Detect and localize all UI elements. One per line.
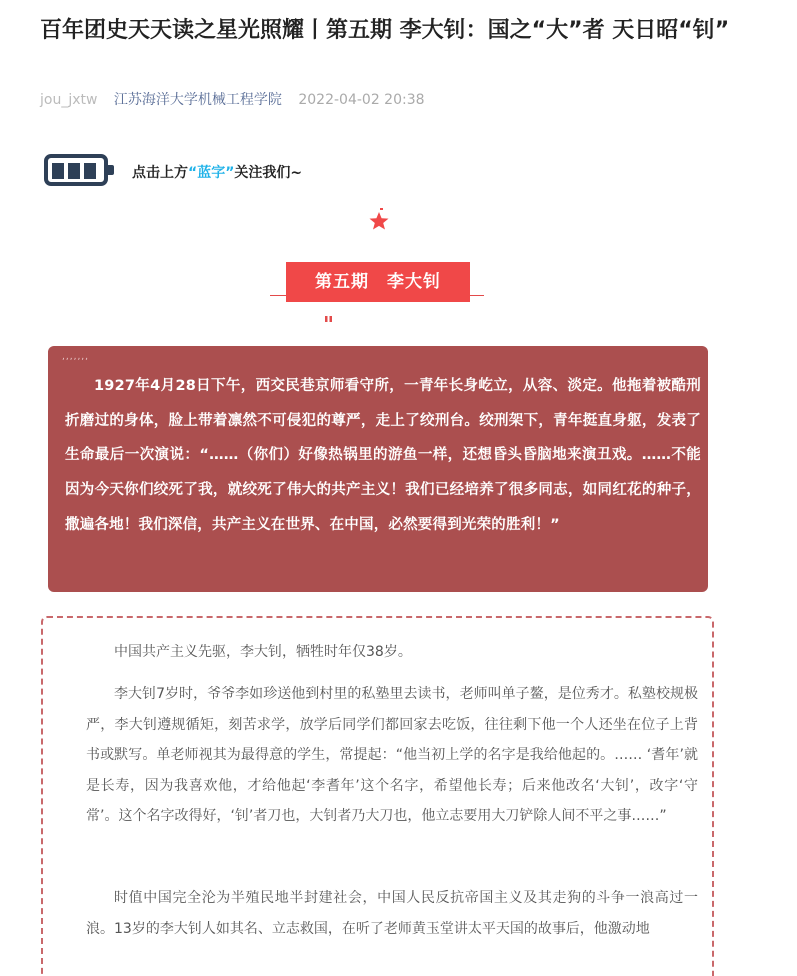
follow-text [132,162,302,182]
follow-highlight: “蓝字” [188,165,235,181]
article-title: 百年团史天天读之星光照耀丨第五期 李大钊：国之“大”者 天日昭“钊” [40,18,730,43]
paragraph-1: 中国共产主义先驱，李大钊，牺牲时年仅38岁。 [114,644,412,660]
quote-text: 1927年4月28日下午，西交民巷京师看守所，一青年长身屹立，从容、淡定。他拖着被酷刑折磨过的身体，脸上带着凛然不可侵犯的尊严，走上了绞刑台。绞刑架下，青年挺直身躯，发表了生命最后一次演说：“……（你们）好像热锅里的游鱼一样，还想昏头昏脑地来演丑戏。……不能因为今天你们绞死了我，就绞死了伟大的共产主义！我们已经培养了很多同志，如同红花的种子，撒遍各地！我们深信，共产主义在世界、在中国，必然要得到光荣的胜利！” [65,378,701,533]
paragraph-2: 李大钊7岁时，爷爷李如珍送他到村里的私塾里去读书，老师叫单子鳌，是位秀才。私塾校规极严，李大钊遵规循矩，刻苦求学，放学后同学们都回家去吃饭，往往剩下他一个人还坐在位子上背书或默写。单老师视其为最得意的学生，常提起：“他当初上学的名字是我给他起的。…… ‘耆年’就是长寿，因为我喜欢他，才给他起‘李耆年’这个名字，希望他长寿；后来他改名‘大钊’，改字‘守常’。这个名字改得好，‘钊’者刀也，大钊者乃大刀也，他立志要用大刀铲除人间不平之事……” [86,686,698,824]
account-name-link[interactable]: 江苏海洋大学机械工程学院 [113,92,282,108]
follow-suffix: 关注我们~ [234,165,303,181]
decorative-dots: ,,,,,,, [62,352,90,362]
article-body [41,616,714,976]
quote-box [48,346,708,592]
paragraph-3: 时值中国完全沦为半殖民地半封建社会，中国人民反抗帝国主义及其走狗的斗争一浪高过一浪。13岁的李大钊人如其名、立志救国，在听了老师黄玉堂讲太平天国的故事后，他激动地 [86,890,698,937]
account-id: jou_jxtw [40,92,98,108]
quote-mark-icon [325,315,333,323]
publish-date: 2022-04-02 20:38 [298,92,425,108]
battery-tip [108,165,114,175]
follow-prefix: 点击上方 [132,165,188,181]
section-badge: 第五期 李大钊 [286,262,470,302]
article-meta [40,90,425,110]
star-icon [368,208,390,232]
battery-icon [44,154,108,186]
